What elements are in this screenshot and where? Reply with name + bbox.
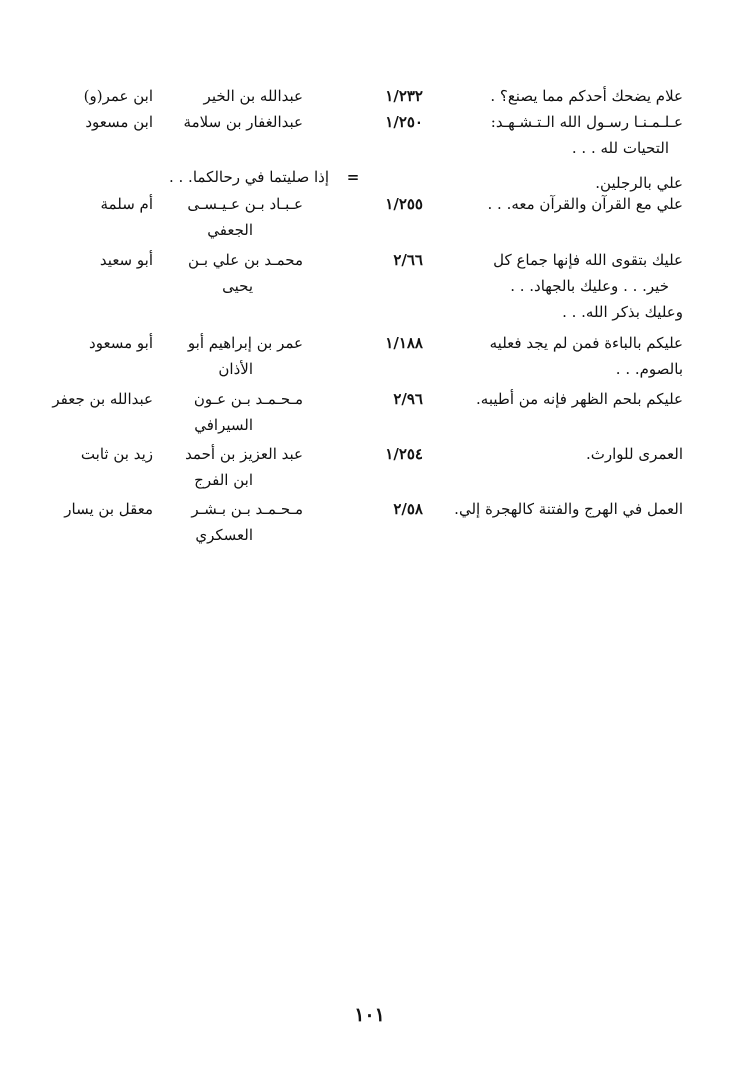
volume-page-ref: ٢/٩٦ bbox=[393, 390, 423, 408]
narrator-name: عمر بن إبراهيم أبو الأذان bbox=[187, 334, 303, 378]
volume-page-ref: ١/٢٥٥ bbox=[385, 195, 423, 213]
volume-page-ref: ٢/٥٨ bbox=[393, 500, 423, 518]
volume-page-ref: ١/٢٥٠ bbox=[385, 113, 423, 131]
hadith-text: عليك بتقوى الله فإنها جماع كل خير. . . وعليك بالجهاد. . . وعليك بذكر الله. . . bbox=[493, 251, 683, 321]
cross-reference-mark: = bbox=[346, 168, 360, 186]
volume-page-ref: ١/١٨٨ bbox=[385, 334, 423, 352]
volume-page-ref: ١/٢٥٤ bbox=[385, 445, 423, 463]
hadith-text: عـلـمـنـا رسـول الله الـتـشـهـد: التحيات لله . . . bbox=[490, 113, 683, 157]
narrator-name: محمـد بن علي بـن يحيى bbox=[188, 251, 303, 295]
companion-name: معقل بن يسار bbox=[64, 500, 153, 518]
companion-name: زيد بن ثابت bbox=[80, 445, 153, 463]
hadith-text: عليكم بلحم الظهر فإنه من أطيبه. bbox=[476, 390, 683, 408]
narrator-name: مـحـمـد بـن بـشـر العسكري bbox=[191, 500, 303, 544]
narrator-name: عبدالغفار بن سلامة bbox=[183, 113, 303, 131]
cross-reference-text: إذا صليتما في رحالكما. . . bbox=[168, 168, 329, 186]
hadith-text: علام يضحك أحدكم مما يصنع؟ . bbox=[490, 87, 683, 105]
hadith-text: عليكم بالباءة فمن لم يجد فعليه بالصوم. . . bbox=[489, 334, 683, 378]
companion-name: ابن عمر(و) bbox=[83, 87, 153, 105]
hadith-text: علي مع القرآن والقرآن معه. . . bbox=[487, 195, 683, 213]
narrator-name: عـبـاد بـن عـيـسـى الجعفي bbox=[187, 195, 303, 239]
hadith-text: العمل في الهرج والفتنة كالهجرة إلي. bbox=[454, 500, 683, 518]
companion-name: ابن مسعود bbox=[85, 113, 153, 131]
narrator-name: عبدالله بن الخير bbox=[203, 87, 303, 105]
hadith-text: العمرى للوارث. bbox=[585, 445, 683, 463]
hadith-text: علي بالرجلين. bbox=[595, 174, 683, 192]
volume-page-ref: ٢/٦٦ bbox=[393, 251, 423, 269]
companion-name: أبو سعيد bbox=[99, 251, 153, 269]
volume-page-ref: ١/٢٣٢ bbox=[385, 87, 423, 105]
companion-name: أم سلمة bbox=[100, 195, 153, 213]
companion-name: عبدالله بن جعفر bbox=[52, 390, 153, 408]
page-number: ١٠١ bbox=[354, 1004, 385, 1026]
companion-name: أبو مسعود bbox=[89, 334, 153, 352]
narrator-name: عبد العزيز بن أحمد ابن الفرج bbox=[185, 445, 303, 489]
narrator-name: مـحـمـد بـن عـون السيرافي bbox=[193, 390, 303, 434]
